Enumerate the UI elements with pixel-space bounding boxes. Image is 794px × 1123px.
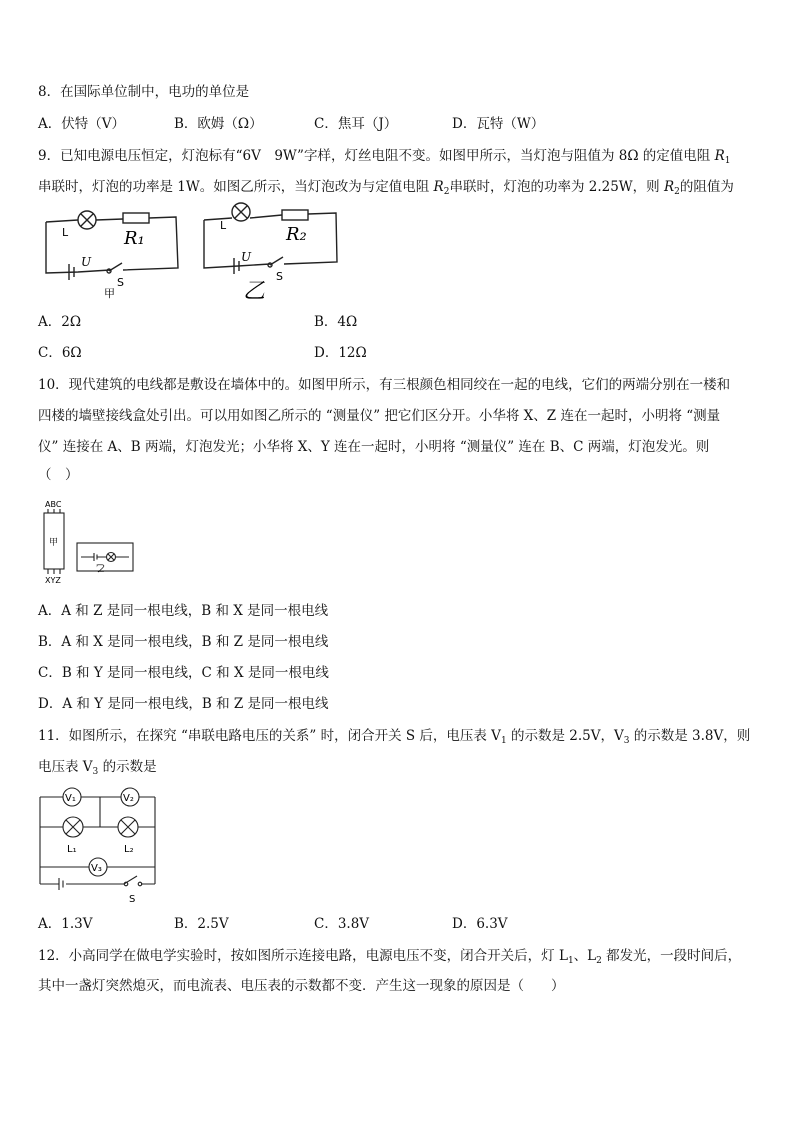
q9-r2-label: R₂ <box>286 224 307 245</box>
q9-s-label-yi: S <box>276 270 283 283</box>
q11-l2-label: L₂ <box>124 844 134 855</box>
q8-option-b: B．欧姆（Ω） <box>174 116 263 132</box>
q10-caption-yi: 乙 <box>95 562 105 572</box>
q12-stem-line2: 其中一盏灯突然熄灭，而电流表、电压表的示数都不变．产生这一现象的原因是（ ） <box>38 978 565 994</box>
q10-stem-line4: （ ） <box>38 467 79 483</box>
q8-option-a: A．伏特（V） <box>38 116 125 132</box>
q10-option-b: B．A 和 X 是同一根电线，B 和 Z 是同一根电线 <box>38 634 329 650</box>
q9-s-label-jia: S <box>117 276 124 289</box>
q11-l1-label: L₁ <box>67 844 77 855</box>
q12-stem-line1: 12．小高同学在做电学实验时，按如图所示连接电路，电源电压不变，闭合开关后，灯 $L_1$、$L_2$ 都发光，一段时间后， <box>38 948 742 966</box>
q8-option-d: D．瓦特（W） <box>452 116 545 132</box>
q11-option-d: D．6.3V <box>452 916 508 932</box>
q11-option-b: B．2.5V <box>174 916 229 932</box>
q11-v1-label: V₁ <box>65 793 76 804</box>
q9-circuit-figure <box>38 200 350 300</box>
q11-stem-line2: 电压表 $V_3$ 的示数是 <box>38 759 157 777</box>
q9-lamp-label-yi: L <box>220 219 227 232</box>
q11-option-c: C．3.8V <box>314 916 370 932</box>
q9-r1-label: R₁ <box>124 228 145 249</box>
q11-stem-line1: 11．如图所示，在探究 “串联电路电压的关系” 时，闭合开关 S 后，电压表 $V_1$ 的示数是 2.5V，$V_3$ 的示数是 3.8V，则 <box>38 728 751 746</box>
q9-lamp-label-jia: L <box>62 226 69 239</box>
q10-bottom-terminals: XYZ <box>45 576 61 585</box>
q9-stem-line1: 9．已知电源电压恒定，灯泡标有“6V 9W”字样，灯丝电阻不变。如图甲所示，当灯泡与阻值为 8Ω 的定值电阻 $R_1$ <box>38 148 731 166</box>
q10-option-c: C．B 和 Y 是同一根电线，C 和 X 是同一根电线 <box>38 665 329 681</box>
q10-stem-line3: 仪” 连接在 A、B 两端，灯泡发光；小华将 X、Y 连在一起时，小明将 “测量仪” 连在 B、C 两端，灯泡发光。则 <box>38 439 710 455</box>
q9-option-d: D．12Ω <box>314 345 367 361</box>
q9-option-a: A．2Ω <box>38 314 82 330</box>
q9-caption-yi: 乙 <box>243 279 266 300</box>
q11-v3-label: V₃ <box>91 863 102 874</box>
q9-option-c: C．6Ω <box>38 345 82 361</box>
q8-stem: 8．在国际单位制中，电功的单位是 <box>38 84 250 100</box>
q11-v2-label: V₂ <box>123 793 134 804</box>
q11-switch-label: S <box>129 894 136 905</box>
q10-option-d: D．A 和 Y 是同一根电线，B 和 Z 是同一根电线 <box>38 696 329 712</box>
q10-caption-jia: 甲 <box>49 538 59 548</box>
q9-option-b: B．4Ω <box>314 314 358 330</box>
q10-option-a: A．A 和 Z 是同一根电线，B 和 X 是同一根电线 <box>38 603 329 619</box>
q9-caption-jia: 甲 <box>104 287 115 300</box>
q9-u-label-jia: U <box>81 255 92 269</box>
q10-stem-line2: 四楼的墙壁接线盒处引出。可以用如图乙所示的 “测量仪” 把它们区分开。小华将 X、Z 连在一起时，小明将 “测量 <box>38 408 721 424</box>
q11-option-a: A．1.3V <box>38 916 93 932</box>
q11-circuit-figure <box>38 785 160 907</box>
q9-stem-line2: 串联时，灯泡的功率是 1W。如图乙所示，当灯泡改为与定值电阻 $R_2$串联时，灯泡的功率为 2.25W，则 $R_2$的阻值为 <box>38 179 734 197</box>
q10-stem-line1: 10．现代建筑的电线都是敷设在墙体中的。如图甲所示，有三根颜色相同绞在一起的电线，它们的两端分别在一楼和 <box>38 377 731 393</box>
q10-top-terminals: ABC <box>45 500 62 509</box>
q8-option-c: C．焦耳（J） <box>314 116 398 132</box>
q10-wire-figure <box>40 496 140 588</box>
q9-u-label-yi: U <box>241 250 252 264</box>
